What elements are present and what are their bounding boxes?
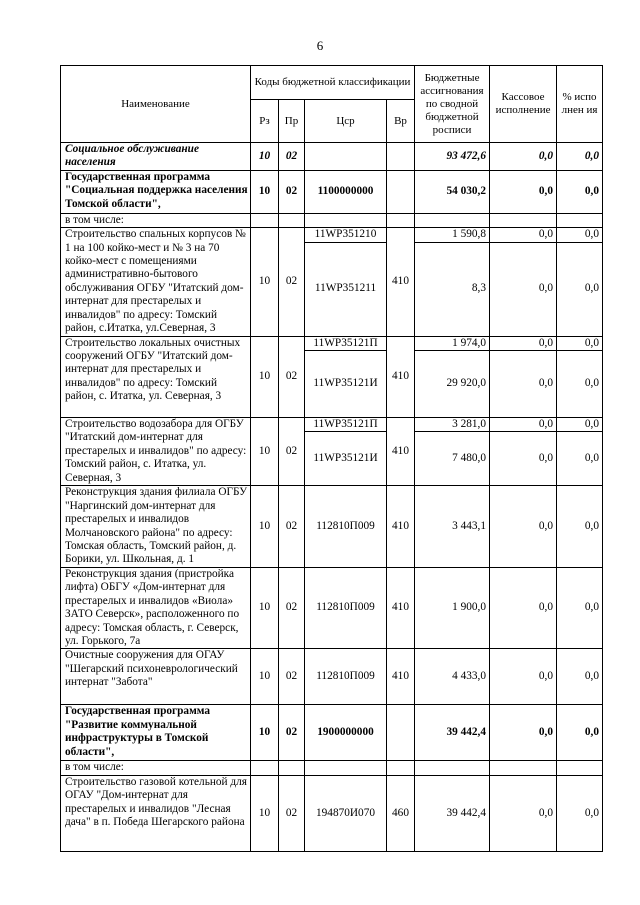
table-row xyxy=(61,170,603,213)
row-pct: 0,0 xyxy=(557,432,603,486)
row-cash: 0,0 xyxy=(490,351,557,418)
row-name: Очистные сооружения для ОГАУ "Шегарский психоневрологический интернат "Забота" xyxy=(61,649,251,705)
row-name: Социальное обслуживание населения xyxy=(61,143,251,171)
row-rz: 10 xyxy=(251,170,279,213)
row-budget: 3 281,0 xyxy=(415,418,490,432)
row-rz: 10 xyxy=(251,143,279,171)
row-pr: 02 xyxy=(279,143,305,171)
row-budget: 29 920,0 xyxy=(415,351,490,418)
budget-table xyxy=(60,65,603,852)
table-row xyxy=(61,761,603,775)
row-cash: 0,0 xyxy=(490,649,557,705)
header-csr: Цср xyxy=(305,100,387,143)
row-csr: 11WP35121П xyxy=(305,336,387,350)
row-budget: 7 480,0 xyxy=(415,432,490,486)
row-csr: 11WP35121И xyxy=(305,351,387,418)
table-row xyxy=(61,213,603,227)
row-csr xyxy=(305,143,387,171)
row-rz: 10 xyxy=(251,705,279,761)
row-pct: 0,0 xyxy=(557,649,603,705)
row-pr: 02 xyxy=(279,170,305,213)
row-cash: 0,0 xyxy=(490,567,557,648)
row-vr: 460 xyxy=(387,775,415,851)
row-cash: 0,0 xyxy=(490,775,557,851)
row-csr: 1100000000 xyxy=(305,170,387,213)
header-pr: Пр xyxy=(279,100,305,143)
row-budget: 1 974,0 xyxy=(415,336,490,350)
row-name: Государственная программа "Развитие коммунальной инфраструктуры в Томской области", xyxy=(61,705,251,761)
row-pr: 02 xyxy=(279,705,305,761)
row-rz: 10 xyxy=(251,649,279,705)
row-rz: 10 xyxy=(251,567,279,648)
row-rz: 10 xyxy=(251,336,279,417)
row-cash: 0,0 xyxy=(490,418,557,432)
table-header-row xyxy=(61,66,603,100)
table-row xyxy=(61,705,603,761)
row-vr: 410 xyxy=(387,228,415,336)
header-budget: Бюджетные ассигнования по сводной бюджетной росписи xyxy=(415,66,490,143)
row-csr: 112810П009 xyxy=(305,486,387,567)
row-vr xyxy=(387,143,415,171)
table-row xyxy=(61,775,603,851)
table-row xyxy=(61,418,603,432)
row-name: в том числе: xyxy=(61,213,251,227)
row-name: Строительство локальных очистных сооружений ОГБУ "Итатский дом-интернат для престарелых и инвалидов" по адресу: Томский район, с. Итатка, ул. Северная, 3 xyxy=(61,336,251,417)
row-pct: 0,0 xyxy=(557,242,603,336)
row-budget: 93 472,6 xyxy=(415,143,490,171)
row-budget: 39 442,4 xyxy=(415,705,490,761)
header-codes: Коды бюджетной классификации xyxy=(251,66,415,100)
row-cash: 0,0 xyxy=(490,228,557,242)
row-pr: 02 xyxy=(279,775,305,851)
page-number: 6 xyxy=(316,38,324,53)
row-pr: 02 xyxy=(279,486,305,567)
row-csr: 112810П009 xyxy=(305,649,387,705)
table-row xyxy=(61,486,603,567)
row-name: Строительство газовой котельной для ОГАУ "Дом-интернат для престарелых и инвалидов "Лесная дача" в п. Победа Шегарского района xyxy=(61,775,251,851)
row-budget: 1 590,8 xyxy=(415,228,490,242)
table-row xyxy=(61,567,603,648)
row-csr: 11WP351211 xyxy=(305,242,387,336)
header-name: Наименование xyxy=(61,66,251,143)
row-budget: 8,3 xyxy=(415,242,490,336)
table-row xyxy=(61,649,603,705)
row-rz: 10 xyxy=(251,775,279,851)
row-vr xyxy=(387,705,415,761)
row-csr: 11WP35121П xyxy=(305,418,387,432)
row-vr: 410 xyxy=(387,567,415,648)
row-pr: 02 xyxy=(279,567,305,648)
header-pct: % испо лнен ия xyxy=(557,66,603,143)
row-pr: 02 xyxy=(279,228,305,336)
row-pct: 0,0 xyxy=(557,775,603,851)
row-budget: 3 443,1 xyxy=(415,486,490,567)
row-csr: 112810П009 xyxy=(305,567,387,648)
table-row xyxy=(61,228,603,242)
row-pct: 0,0 xyxy=(557,351,603,418)
row-rz: 10 xyxy=(251,418,279,486)
row-rz: 10 xyxy=(251,228,279,336)
row-csr: 194870И070 xyxy=(305,775,387,851)
row-vr: 410 xyxy=(387,649,415,705)
row-pct: 0,0 xyxy=(557,705,603,761)
row-pct: 0,0 xyxy=(557,336,603,350)
row-vr: 410 xyxy=(387,486,415,567)
row-name: Реконструкция здания (пристройка лифта) ОБГУ «Дом-интернат для престарелых и инвалидов «Виола» ЗАТО Северск», расположенного по адресу: Томская область, г. Северск, ул. Горького, 7а xyxy=(61,567,251,648)
row-cash: 0,0 xyxy=(490,143,557,171)
row-pct: 0,0 xyxy=(557,486,603,567)
row-name: в том числе: xyxy=(61,761,251,775)
row-pr: 02 xyxy=(279,649,305,705)
row-name: Государственная программа "Социальная поддержка населения Томской области", xyxy=(61,170,251,213)
row-cash: 0,0 xyxy=(490,432,557,486)
row-budget: 39 442,4 xyxy=(415,775,490,851)
row-cash: 0,0 xyxy=(490,705,557,761)
row-cash: 0,0 xyxy=(490,170,557,213)
row-budget: 4 433,0 xyxy=(415,649,490,705)
table-row xyxy=(61,143,603,171)
row-pct: 0,0 xyxy=(557,143,603,171)
row-csr: 11WP351210 xyxy=(305,228,387,242)
row-pr: 02 xyxy=(279,336,305,417)
row-csr: 11WP35121И xyxy=(305,432,387,486)
row-vr: 410 xyxy=(387,336,415,417)
row-cash: 0,0 xyxy=(490,242,557,336)
row-vr: 410 xyxy=(387,418,415,486)
row-csr: 1900000000 xyxy=(305,705,387,761)
row-name: Реконструкция здания филиала ОГБУ "Наргинский дом-интернат для престарелых и инвалидов Молчановского района" по адресу: Томская область, Томский район, д. Борики, ул. Школьная, д. 1 xyxy=(61,486,251,567)
row-cash: 0,0 xyxy=(490,486,557,567)
row-pct: 0,0 xyxy=(557,170,603,213)
row-rz: 10 xyxy=(251,486,279,567)
row-name: Строительство спальных корпусов № 1 на 100 койко-мест и № 3 на 70 койко-мест с помещениями административно-бытового обслуживания ОГБУ "Итатский дом-интернат для престарелых и инвалидов" по адресу: Томский район, с.Итатка, ул.Северная, 3 xyxy=(61,228,251,336)
row-pct: 0,0 xyxy=(557,418,603,432)
header-cash: Кассовое исполнение xyxy=(490,66,557,143)
row-pr: 02 xyxy=(279,418,305,486)
header-rz: Рз xyxy=(251,100,279,143)
row-budget: 54 030,2 xyxy=(415,170,490,213)
row-budget: 1 900,0 xyxy=(415,567,490,648)
row-pct: 0,0 xyxy=(557,228,603,242)
header-vr: Вр xyxy=(387,100,415,143)
row-pct: 0,0 xyxy=(557,567,603,648)
row-name: Строительство водозабора для ОГБУ "Итатский дом-интернат для престарелых и инвалидов" по адресу: Томский район, с. Итатка, ул. Северная, 3 xyxy=(61,418,251,486)
row-cash: 0,0 xyxy=(490,336,557,350)
row-vr xyxy=(387,170,415,213)
table-row xyxy=(61,336,603,350)
